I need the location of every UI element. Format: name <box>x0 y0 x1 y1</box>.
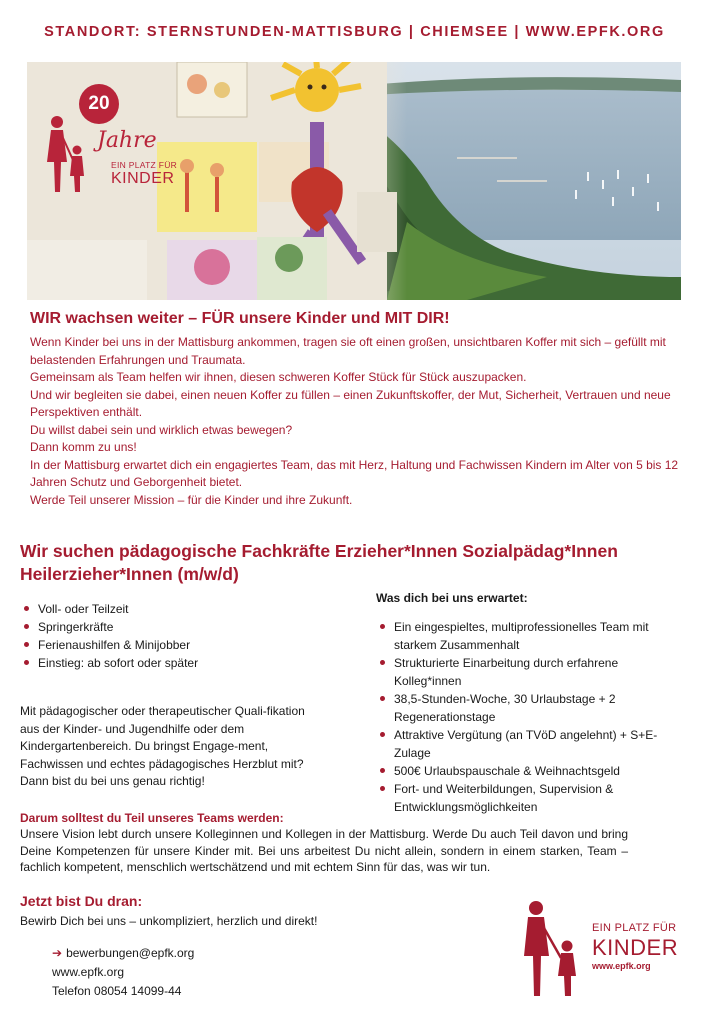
footer-logo-web: www.epfk.org <box>592 961 651 971</box>
apply-heading: Jetzt bist Du dran: <box>20 893 143 909</box>
list-item: Springerkräfte <box>20 618 340 636</box>
logo-kinder: KINDER <box>111 170 175 187</box>
intro-paragraph: In der Mattisburg erwartet dich ein engagiertes Team, das mit Herz, Haltung und Fachwissen Kindern im Alter von 5 bis 12 Jahren Schutz und Geborgenheit bietet. <box>30 457 679 489</box>
footer-logo-kinder: KINDER <box>592 935 679 960</box>
qualification-text: Mit pädagogischer oder therapeutischer Quali-fikation aus der Kinder- und Jugendhilfe oder dem Kindergartenbereich. Du bringst Engage-ment, Fachwissen und echtes pädagogisches Herzblut mit? Dann bist du bei uns genau richtig! <box>20 704 305 788</box>
intro-paragraph: Dann komm zu uns! <box>30 440 137 454</box>
job-title: Wir suchen pädagogische Fachkräfte Erzieher*Innen Sozialpädag*Innen Heilerzieher*Innen (m/w/d) <box>20 541 618 584</box>
list-item: 38,5-Stunden-Woche, 30 Urlaubstage + 2 Regenerationstage <box>376 690 676 726</box>
why-heading: Darum solltest du Teil unseres Teams werden: <box>20 811 284 825</box>
intro-paragraph: Du willst dabei sein und wirklich etwas bewegen? <box>30 422 293 437</box>
list-item: Strukturierte Einarbeitung durch erfahrene Kolleg*innen <box>376 654 676 690</box>
benefits-heading: Was dich bei uns erwartet: <box>376 591 528 605</box>
intro-paragraph: Und wir begleiten sie dabei, einen neuen Koffer zu füllen – einen Zukunftskoffer, der Mut, Sicherheit, Vertrauen und neue Perspektiven enthält. <box>30 387 671 419</box>
list-item: Attraktive Vergütung (an TVöD angelehnt) + S+E-Zulage <box>376 726 676 762</box>
intro-paragraph: Wenn Kinder bei uns in der Mattisburg ankommen, tragen sie oft einen großen, unsichtbaren Koffer mit sich – gefüllt mit belastenden Erfahrungen und Traumata. <box>30 335 666 367</box>
family-silhouette-icon <box>516 898 586 998</box>
why-text: Unsere Vision lebt durch unsere Kolleginnen und Kollegen in der Mattisburg. Werde Du auch Teil davon und bring Deine Kompetenzen für unsere Kinder mit. Bei uns arbeitest Du nicht allein, sondern in einem starken, Team – fachlich kompetent, menschlich wertschätzend und mit echtem Sinn für das, was wir tun. <box>20 827 628 874</box>
conditions-list <box>20 600 340 672</box>
anniversary-badge: 20 <box>79 84 119 124</box>
list-item: Einstieg: ab sofort oder später <box>20 654 340 672</box>
intro-heading: WIR wachsen weiter – FÜR unsere Kinder und MIT DIR! <box>30 310 450 327</box>
arrow-right-icon: ➔ <box>52 946 63 960</box>
intro-section <box>30 310 680 509</box>
apply-text: Bewirb Dich bei uns – unkompliziert, herzlich und direkt! <box>20 914 318 928</box>
anniversary-logo <box>45 84 185 204</box>
list-item: Ein eingespieltes, multiprofessionelles Team mit starkem Zusammenhalt <box>376 618 676 654</box>
benefits-list <box>376 618 676 816</box>
intro-paragraph: Werde Teil unserer Mission – für die Kinder und ihre Zukunft. <box>30 492 353 507</box>
hero-image <box>27 62 681 300</box>
family-silhouette-icon <box>45 114 89 194</box>
list-item: Voll- oder Teilzeit <box>20 600 340 618</box>
anniversary-jahre: Jahre <box>97 128 157 153</box>
phone-number: Telefon 08054 14099-44 <box>52 984 182 998</box>
logo-tagline: EIN PLATZ FÜR <box>111 160 178 170</box>
benefits-section <box>376 591 676 816</box>
website-link[interactable]: www.epfk.org <box>52 965 125 979</box>
list-item: Fort- und Weiterbildungen, Supervision & Entwicklungsmöglichkeiten <box>376 780 676 816</box>
footer-logo-tagline: EIN PLATZ FÜR <box>592 922 677 934</box>
footer-logo <box>516 898 686 1008</box>
intro-paragraph: Gemeinsam als Team helfen wir ihnen, diesen schweren Koffer Stück für Stück auszupacken. <box>30 370 527 384</box>
list-item: 500€ Urlaubspauschale & Weihnachtsgeld <box>376 762 676 780</box>
contact-block <box>52 944 194 1001</box>
location-banner: STANDORT: STERNSTUNDEN-MATTISBURG | CHIEMSEE | WWW.EPFK.ORG <box>44 24 665 40</box>
list-item: Ferienaushilfen & Minijobber <box>20 636 340 654</box>
email-link[interactable]: bewerbungen@epfk.org <box>66 946 195 960</box>
